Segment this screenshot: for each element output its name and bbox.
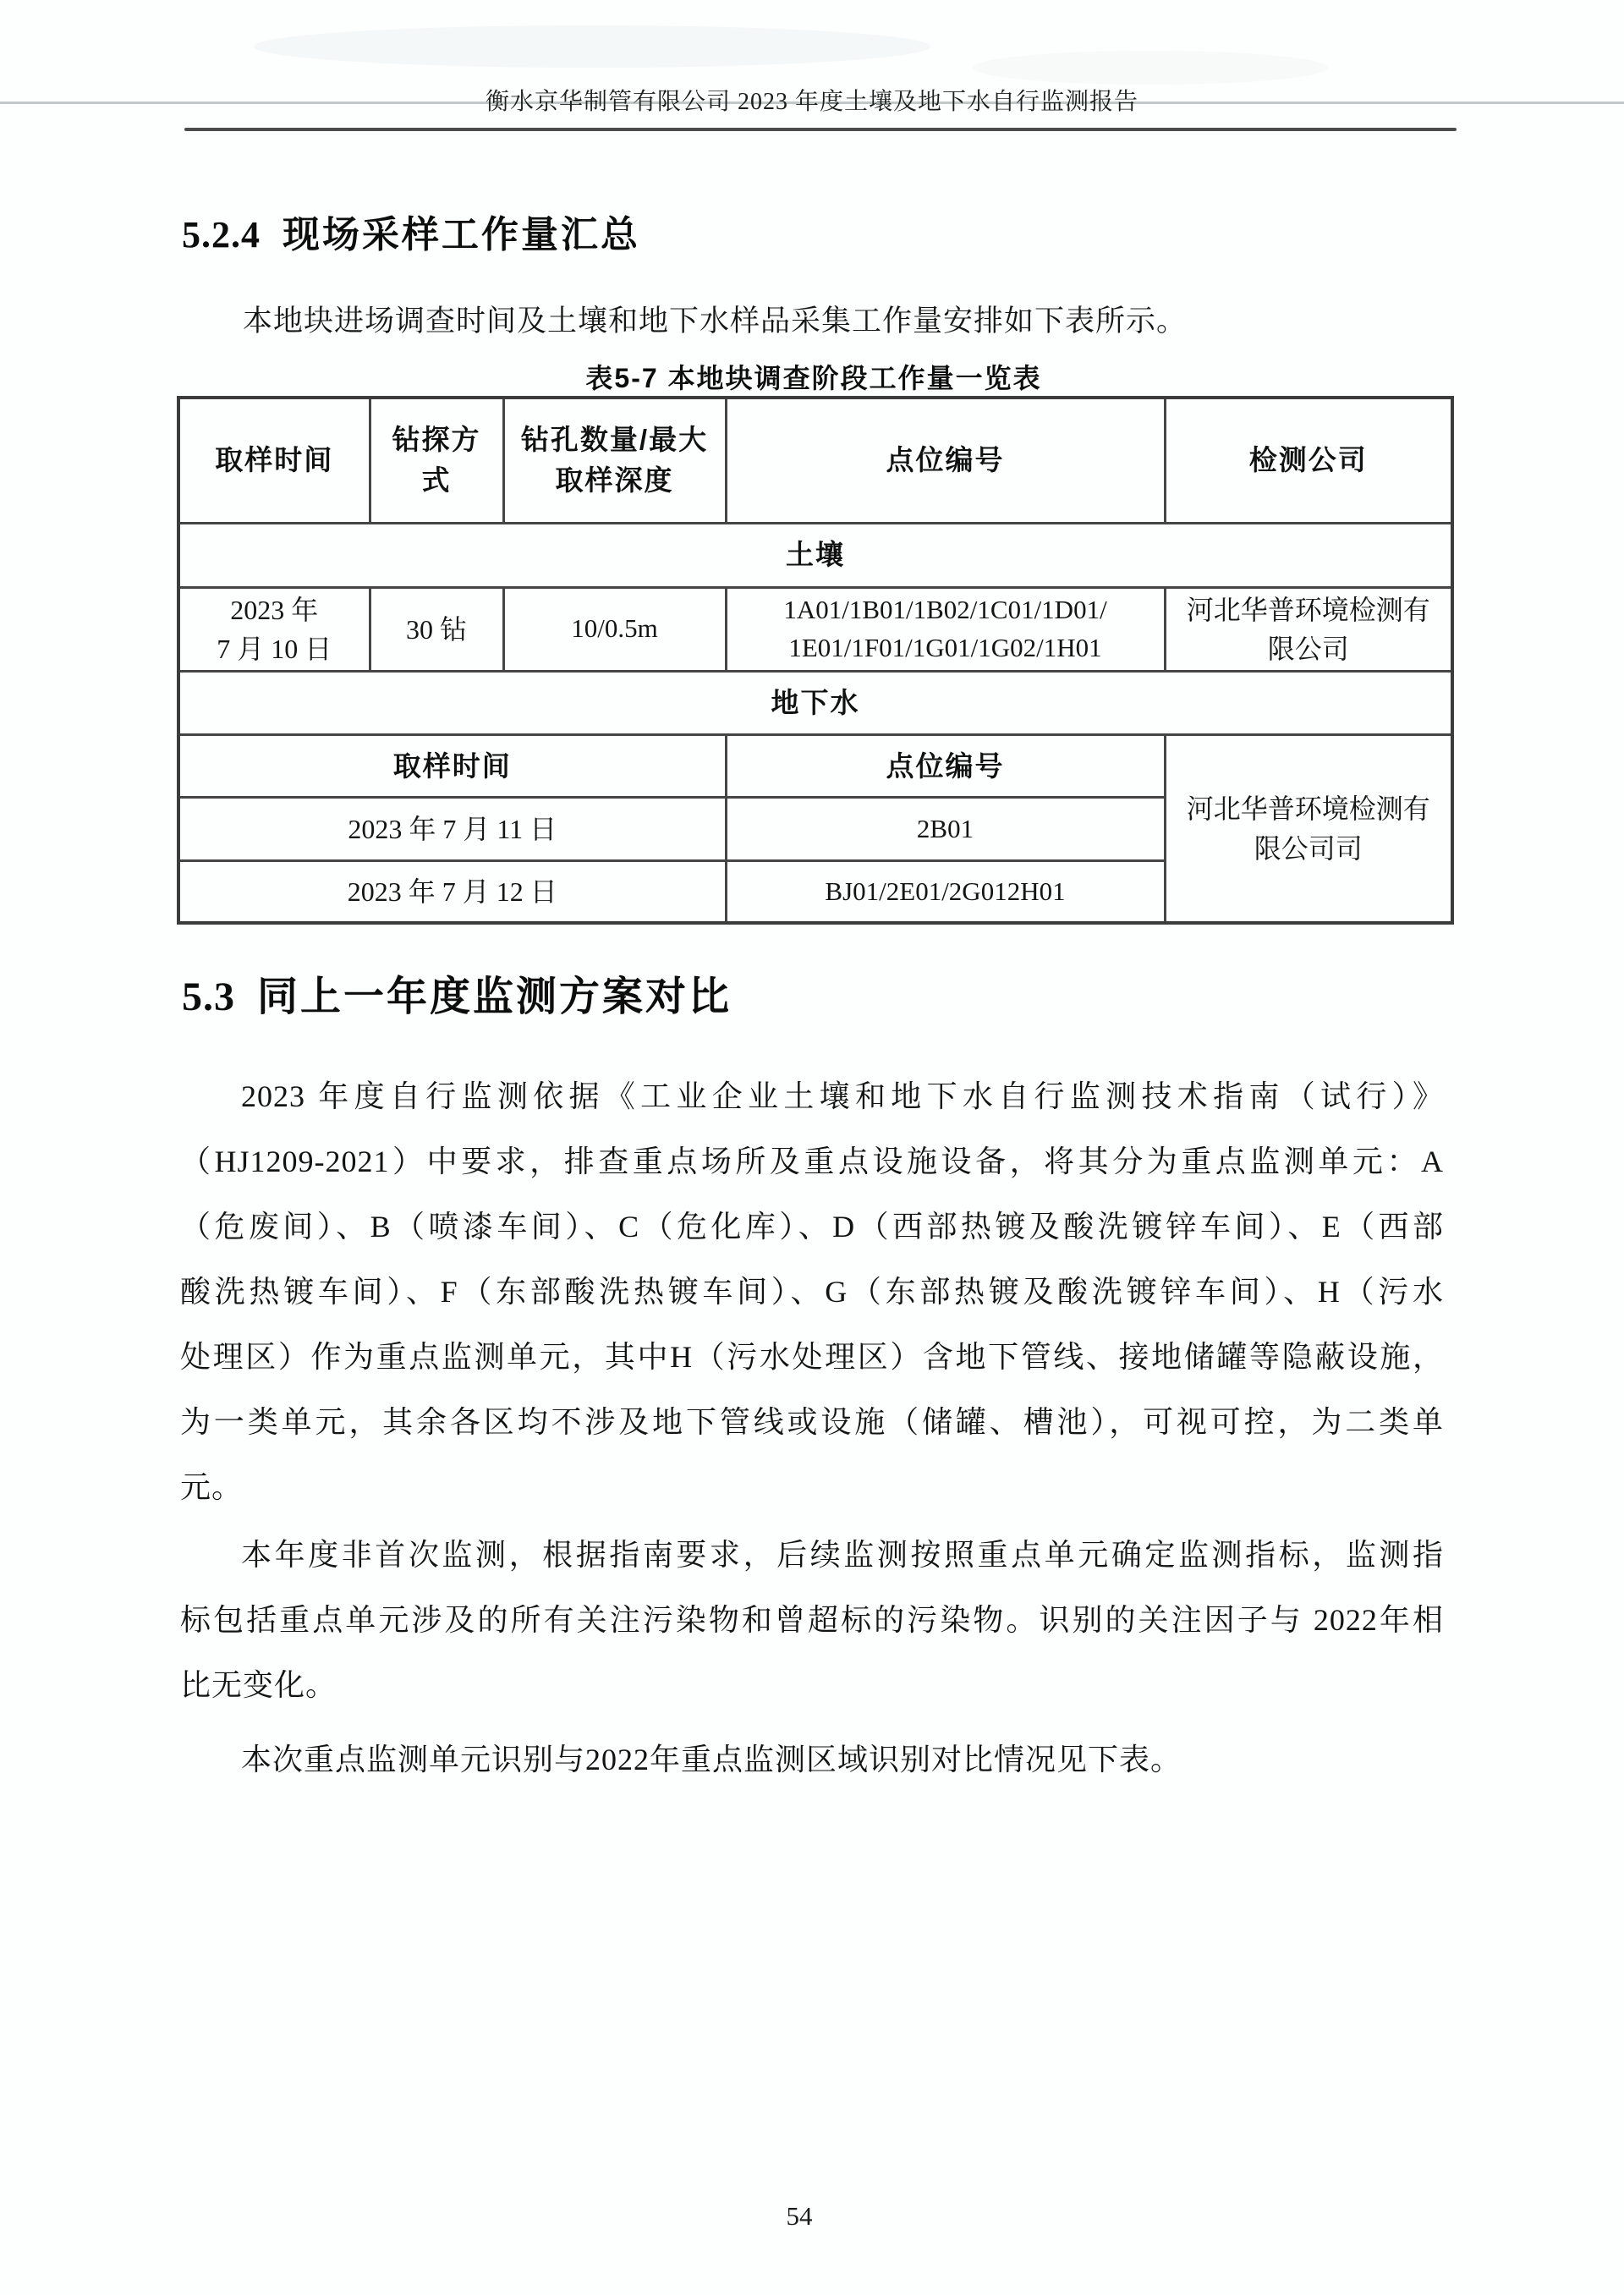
groundwater-subheader-row (178, 735, 1452, 798)
header-divider-dark (184, 128, 1457, 131)
gw-row1-date: 2023 年 7 月 11 日 (178, 798, 726, 861)
header-cell-time: 取样时间 (178, 398, 370, 523)
soil-points-line1: 1A01/1B01/1B02/1C01/1D01/ (783, 594, 1107, 624)
soil-section-label: 土壤 (178, 523, 1452, 587)
section-title: 同上一年度监测方案对比 (257, 975, 732, 1019)
paragraph-1 (180, 1064, 1444, 1520)
soil-date-line2: 7 月 10 日 (217, 633, 332, 664)
paragraph-line: 本次重点监测单元识别与2022年重点监测区域识别对比情况见下表。 (241, 1743, 1182, 1776)
header-cell-drill-method: 钻探方式 (370, 398, 503, 523)
soil-points-cell (726, 587, 1165, 672)
header-cell-holes-depth: 钻孔数量/最大取样深度 (503, 398, 726, 523)
groundwater-section-row (178, 672, 1452, 735)
gw-company-cell: 河北华普环境检测有限公司司 (1165, 735, 1452, 923)
soil-section-row (178, 523, 1452, 587)
paragraph-line: （危废间）、B（喷漆车间）、C（危化库）、D（西部热镀及酸洗镀锌车间）、E（西部 (180, 1210, 1444, 1244)
soil-data-row (178, 587, 1452, 672)
soil-points-line2: 1E01/1F01/1G01/1G02/1H01 (788, 632, 1102, 662)
report-header-title: 衡水京华制管有限公司 2023 年度土壤及地下水自行监测报告 (485, 89, 1138, 115)
gw-row2-points: BJ01/2E01/2G012H01 (726, 861, 1165, 923)
paragraph-line: 2023 年度自行监测依据《工业企业土壤和地下水自行监测技术指南（试行）》 (241, 1079, 1444, 1113)
soil-drill-cell: 30 钻 (370, 587, 503, 672)
table-caption: 表5-7 本地块调查阶段工作量一览表 (585, 363, 1042, 393)
paragraph-line: （HJ1209-2021）中要求，排查重点场所及重点设施设备，将其分为重点监测单元：A (180, 1145, 1444, 1178)
paragraph-line: 处理区）作为重点监测单元，其中H（污水处理区）含地下管线、接地储罐等隐蔽设施， (180, 1340, 1444, 1374)
paragraph-line: 本年度非首次监测，根据指南要求，后续监测按照重点单元确定监测指标，监测指 (241, 1538, 1444, 1572)
scan-blemish (973, 51, 1328, 85)
section-number: 5.2.4 (182, 214, 261, 255)
paragraph-2 (180, 1523, 1444, 1718)
soil-date-cell (178, 587, 370, 672)
paragraph-line: 为一类单元，其余各区均不涉及地下管线或设施（储罐、槽池），可视可控，为二类单 (180, 1405, 1444, 1439)
paragraph-3 (180, 1727, 1444, 1793)
section-heading-53 (182, 969, 732, 1025)
header-cell-company: 检测公司 (1165, 398, 1452, 523)
paragraph-line: 比无变化。 (180, 1668, 337, 1702)
section-heading-524 (182, 210, 640, 261)
gw-subheader-time: 取样时间 (178, 735, 726, 798)
table-header-row (178, 398, 1452, 523)
paragraph-line: 标包括重点单元涉及的所有关注污染物和曾超标的污染物。识别的关注因子与 2022年相 (180, 1603, 1444, 1637)
gw-subheader-points: 点位编号 (726, 735, 1165, 798)
section-title: 现场采样工作量汇总 (283, 214, 640, 255)
intro-paragraph: 本地块进场调查时间及土壤和地下水样品采集工作量安排如下表所示。 (243, 305, 1188, 338)
work-summary-table (177, 396, 1454, 925)
header-cell-points: 点位编号 (726, 398, 1165, 523)
paragraph-line: 酸洗热镀车间）、F（东部酸洗热镀车间）、G（东部热镀及酸洗镀锌车间）、H（污水 (180, 1275, 1444, 1309)
soil-date-line1: 2023 年 (230, 594, 319, 625)
page-number: 54 (786, 2201, 813, 2231)
gw-row1-points: 2B01 (726, 798, 1165, 861)
gw-row2-date: 2023 年 7 月 12 日 (178, 861, 726, 923)
paragraph-line: 元。 (180, 1470, 244, 1504)
section-number: 5.3 (182, 975, 235, 1019)
scan-blemish (254, 25, 930, 68)
soil-depth-cell: 10/0.5m (503, 587, 726, 672)
soil-company-cell: 河北华普环境检测有限公司 (1165, 587, 1452, 672)
groundwater-section-label: 地下水 (178, 672, 1452, 735)
